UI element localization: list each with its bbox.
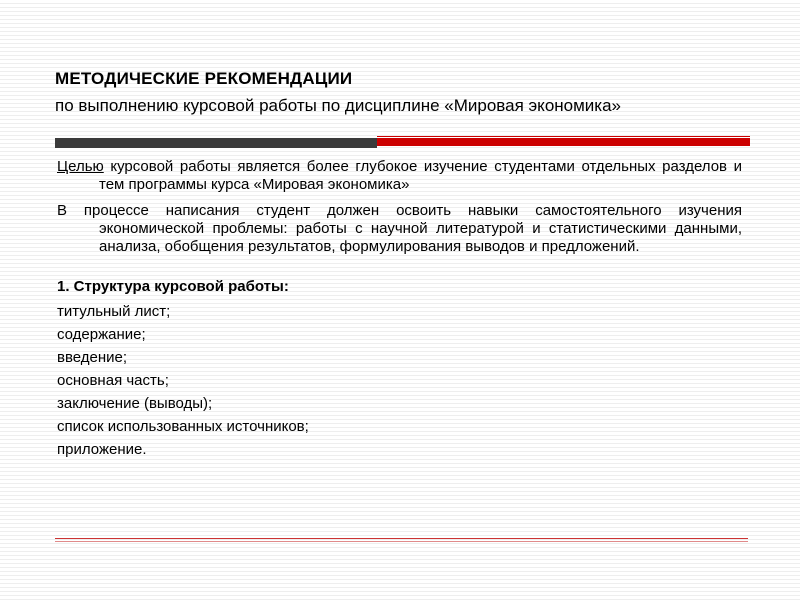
divider-red-segment — [377, 138, 750, 146]
list-item: список использованных источников; — [57, 418, 309, 435]
list-item: титульный лист; — [57, 303, 171, 320]
process-paragraph: В процессе написания студент должен освоить навыки самостоятельного изучения экономической проблемы: работы с научной литературой и статистическими данными, анализа, обобщения результатов, формулирования выводов и предложений. — [57, 202, 742, 255]
spacer — [57, 264, 742, 278]
list-item: приложение. — [57, 441, 147, 458]
goal-paragraph — [57, 158, 742, 194]
structure-heading: 1. Структура курсовой работы: — [57, 278, 289, 295]
goal-text: курсовой работы является более глубокое изучение студентами отдельных разделов и тем программы курса «Мировая экономика» — [99, 158, 742, 193]
list-item: заключение (выводы); — [57, 395, 213, 412]
title-block — [55, 68, 755, 120]
list-item: содержание; — [57, 326, 146, 343]
slide-title: МЕТОДИЧЕСКИЕ РЕКОМЕНДАЦИИ — [55, 69, 353, 88]
divider-dark-segment — [55, 138, 377, 148]
divider-red-hairline — [377, 136, 750, 137]
list-item: введение; — [57, 349, 128, 366]
bottom-divider-shadow — [55, 541, 748, 542]
slide-content — [57, 158, 742, 461]
title-divider — [55, 136, 750, 148]
list-item: основная часть; — [57, 372, 169, 389]
goal-keyword: Целью — [57, 158, 104, 175]
slide-subtitle: по выполнению курсовой работы по дисциплине «Мировая экономика» — [55, 96, 622, 115]
bottom-divider — [55, 538, 748, 539]
structure-list — [57, 300, 742, 461]
